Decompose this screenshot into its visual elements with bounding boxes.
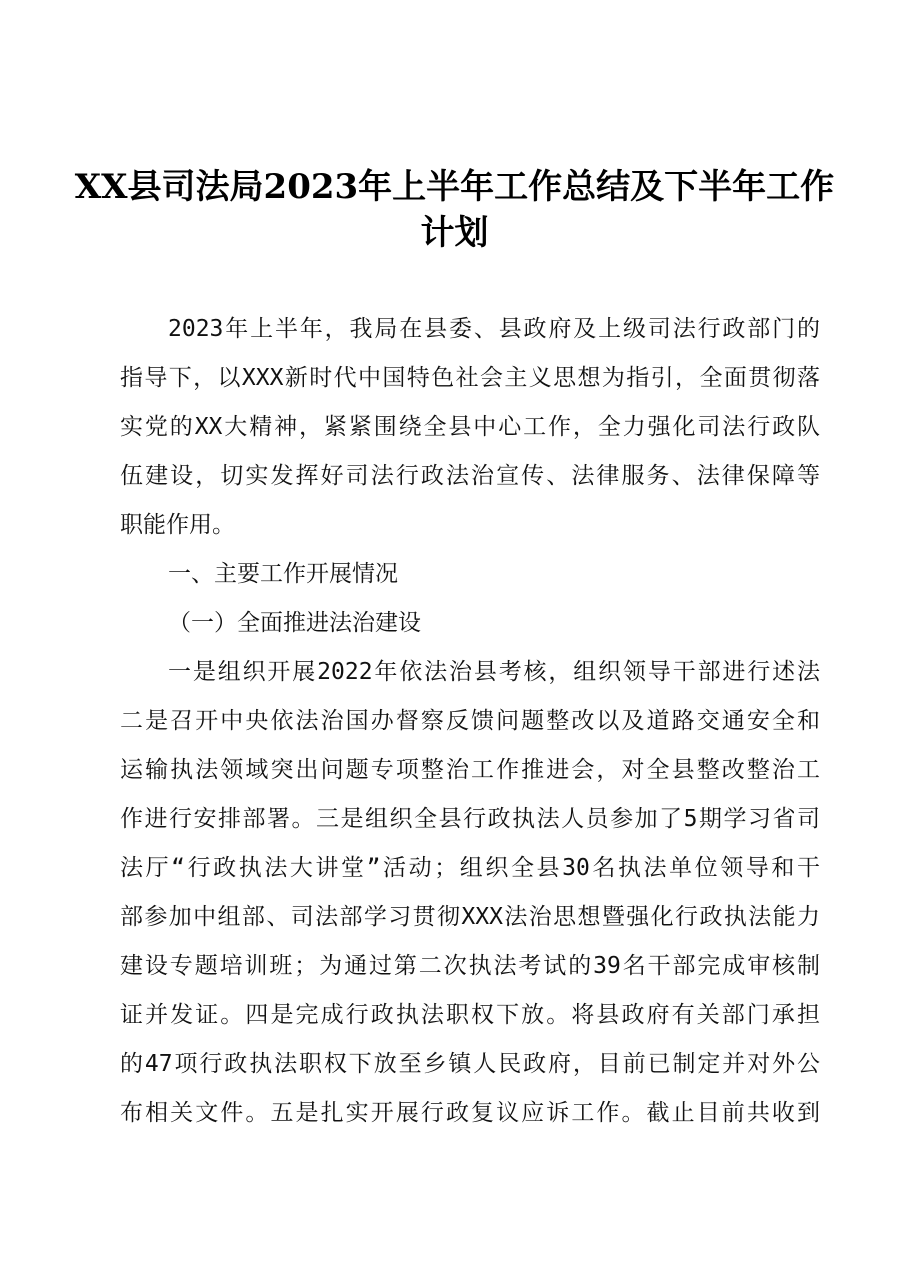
paragraph-1-line-2: 指导下，以XXX新时代中国特色社会主义思想为指引，全面贯彻落 [120, 365, 820, 391]
paragraph-2-line-1: 一是组织开展2022年依法治县考核，组织领导干部进行述法 [168, 659, 820, 685]
paragraph-2-line-9: 的47项行政执法职权下放至乡镇人民政府，目前已制定并对外公 [120, 1051, 820, 1077]
document-title-line-1: XX县司法局2023年上半年工作总结及下半年工作 [74, 167, 835, 207]
document-title-line-2: 计划 [420, 213, 489, 253]
paragraph-2-line-7: 建设专题培训班；为通过第二次执法考试的39名干部完成审核制 [120, 953, 820, 979]
paragraph-2-line-4: 作进行安排部署。三是组织全县行政执法人员参加了5期学习省司 [120, 806, 820, 832]
subsection-1-heading: （一）全面推进法治建设 [168, 610, 421, 636]
paragraph-1-line-4: 伍建设，切实发挥好司法行政法治宣传、法律服务、法律保障等 [120, 463, 820, 489]
section-1-heading: 一、主要工作开展情况 [168, 561, 398, 587]
paragraph-2-line-10: 布相关文件。五是扎实开展行政复议应诉工作。截止目前共收到 [120, 1100, 820, 1126]
paragraph-2-line-5: 法厅“行政执法大讲堂”活动；组织全县30名执法单位领导和干 [120, 855, 820, 881]
paragraph-1-line-3: 实党的XX大精神，紧紧围绕全县中心工作，全力强化司法行政队 [120, 414, 820, 440]
paragraph-2-line-2: 二是召开中央依法治国办督察反馈问题整改以及道路交通安全和 [120, 708, 820, 734]
paragraph-1-line-1: 2023年上半年，我局在县委、县政府及上级司法行政部门的 [168, 316, 820, 342]
paragraph-1-line-5: 职能作用。 [120, 512, 235, 538]
paragraph-2-line-8: 证并发证。四是完成行政执法职权下放。将县政府有关部门承担 [120, 1002, 820, 1028]
paragraph-2-line-3: 运输执法领域突出问题专项整治工作推进会，对全县整改整治工 [120, 757, 820, 783]
paragraph-2-line-6: 部参加中组部、司法部学习贯彻XXX法治思想暨强化行政执法能力 [120, 904, 820, 930]
